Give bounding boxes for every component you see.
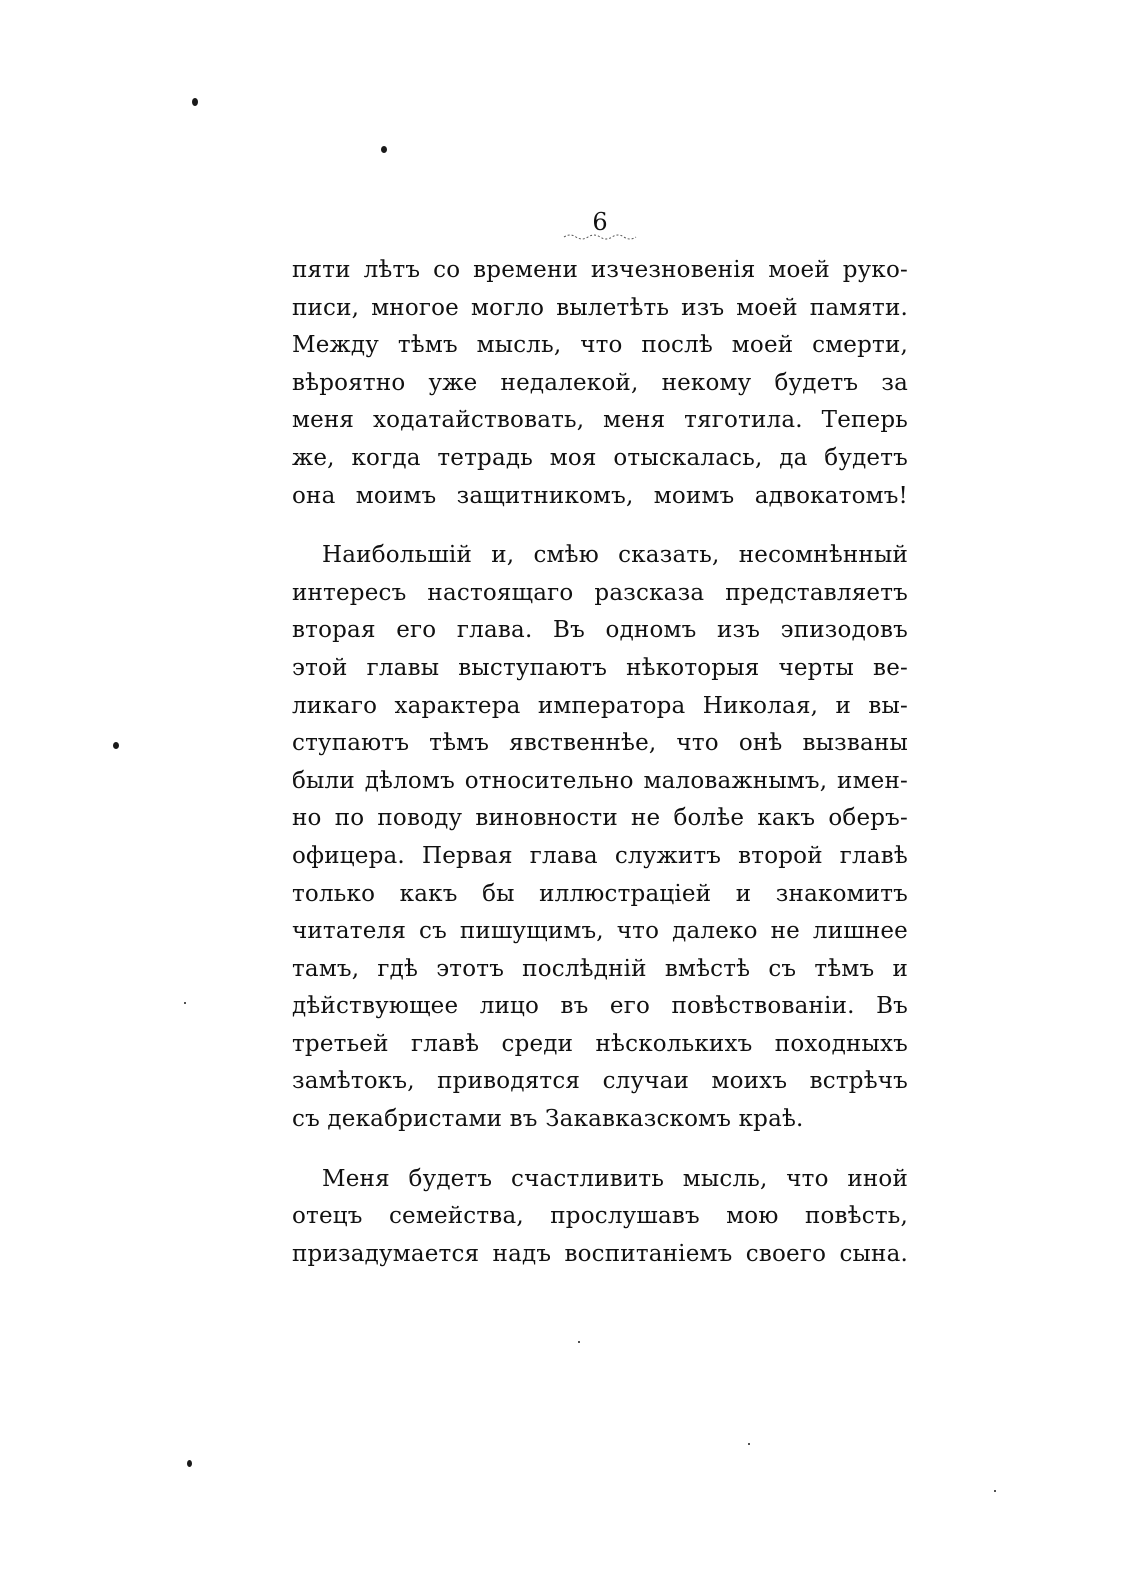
- scan-speck: [994, 1490, 996, 1492]
- paragraph-2: [292, 537, 908, 1139]
- scan-speck: [192, 98, 198, 106]
- text-line: третьей главѣ среди нѣсколькихъ походныхъ: [292, 1030, 908, 1057]
- text-line: Между тѣмъ мысль, что послѣ моей смерти,: [292, 332, 908, 359]
- paragraph-gap: [292, 515, 908, 537]
- scan-speck: [748, 1443, 750, 1445]
- text-line: съ декабристами въ Закавказскомъ краѣ.: [292, 1106, 804, 1133]
- text-line: интересъ настоящаго разсказа представляетъ: [292, 579, 908, 606]
- text-line: тамъ, гдѣ этотъ послѣдній вмѣстѣ съ тѣмъ и: [292, 955, 908, 982]
- page-number-ornament: [562, 232, 638, 240]
- text-line: же, когда тетрадь моя отыскалась, да будетъ: [292, 444, 908, 471]
- text-line: только какъ бы иллюстраціей и знакомитъ: [292, 880, 908, 907]
- paragraph-3: [292, 1161, 908, 1274]
- text-line: отецъ семейства, прослушавъ мою повѣсть,: [292, 1203, 908, 1230]
- text-line: Меня будетъ счастливить мысль, что иной: [322, 1165, 908, 1192]
- body-text: [292, 252, 908, 1273]
- paragraph-1: [292, 252, 908, 515]
- text-line: замѣтокъ, приводятся случаи моихъ встрѣчъ: [292, 1068, 908, 1095]
- scan-speck: [578, 1341, 580, 1343]
- text-line: меня ходатайствовать, меня тяготила. Теперь: [292, 407, 908, 434]
- text-line: этой главы выступаютъ нѣкоторыя черты ве-: [292, 654, 908, 681]
- scan-speck: [184, 1002, 186, 1004]
- text-line: писи, многое могло вылетѣть изъ моей памяти.: [292, 294, 908, 321]
- text-line: ликаго характера императора Николая, и вы-: [292, 692, 908, 719]
- text-line: пяти лѣтъ со времени изчезновенія моей руко-: [292, 257, 908, 283]
- scan-speck: [187, 1460, 192, 1467]
- text-line: призадумается надъ воспитаніемъ своего сына.: [292, 1240, 908, 1267]
- text-line: были дѣломъ относительно маловажнымъ, имен-: [292, 767, 908, 794]
- scan-speck: [113, 742, 119, 749]
- text-line: читателя съ пишущимъ, что далеко не лишнее: [292, 918, 908, 945]
- text-line: офицера. Первая глава служитъ второй главѣ: [292, 842, 908, 869]
- text-line: Наибольшій и, смѣю сказать, несомнѣнный: [322, 542, 908, 569]
- text-line: но по поводу виновности не болѣе какъ оберъ-: [292, 805, 908, 832]
- text-line: вторая его глава. Въ одномъ изъ эпизодовъ: [292, 617, 908, 644]
- page-number: 6: [592, 208, 608, 236]
- text-line: вѣроятно уже недалекой, некому будетъ за: [292, 369, 908, 396]
- paragraph-gap: [292, 1139, 908, 1161]
- text-line: ступаютъ тѣмъ явственнѣе, что онѣ вызваны: [292, 730, 908, 757]
- text-line: дѣйствующее лицо въ его повѣствованіи. Въ: [292, 993, 908, 1020]
- text-line: она моимъ защитникомъ, моимъ адвокатомъ!: [292, 482, 908, 509]
- scan-speck: [381, 146, 387, 153]
